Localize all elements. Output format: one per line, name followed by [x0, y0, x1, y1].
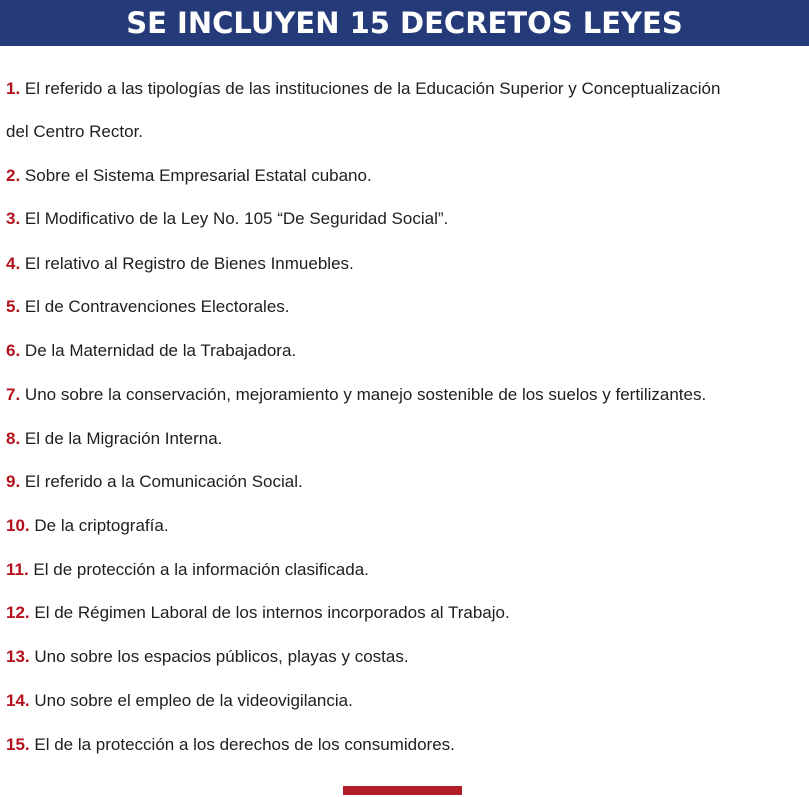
decree-item-14 — [6, 690, 806, 712]
decree-item-1-continuation — [6, 121, 806, 143]
decree-text: El referido a la Comunicación Social. — [20, 472, 303, 491]
decree-text: Uno sobre el empleo de la videovigilancia. — [29, 691, 353, 710]
decree-item-6 — [6, 340, 806, 362]
decree-text: Uno sobre los espacios públicos, playas y costas. — [29, 647, 409, 666]
decree-item-10 — [6, 515, 806, 537]
decree-number: 5. — [6, 297, 21, 316]
decree-item-8 — [6, 428, 806, 450]
decree-number: 12. — [6, 603, 30, 622]
decree-number: 8. — [6, 429, 21, 448]
decree-text: El de Contravenciones Electorales. — [20, 297, 290, 316]
decree-text: El de la Migración Interna. — [20, 429, 223, 448]
decree-number: 14. — [6, 691, 30, 710]
decree-number: 6. — [6, 341, 21, 360]
decree-number: 2. — [6, 166, 21, 185]
decree-item-13 — [6, 646, 806, 668]
decree-item-2 — [6, 165, 806, 187]
decree-text-continuation: del Centro Rector. — [6, 122, 144, 141]
decree-item-1 — [6, 78, 806, 100]
decree-item-11 — [6, 559, 806, 581]
decree-number: 9. — [6, 472, 21, 491]
decree-number: 11. — [6, 560, 29, 579]
decree-item-15 — [6, 734, 806, 756]
decree-number: 1. — [6, 79, 21, 98]
decree-text: El de protección a la información clasificada. — [28, 560, 369, 579]
decree-text: De la Maternidad de la Trabajadora. — [20, 341, 297, 360]
decree-number: 3. — [6, 209, 21, 228]
decree-text: Uno sobre la conservación, mejoramiento y manejo sostenible de los suelos y fertilizantes. — [20, 385, 707, 404]
header-banner — [0, 0, 809, 46]
decree-text: El de Régimen Laboral de los internos incorporados al Trabajo. — [29, 603, 510, 622]
decree-text: De la criptografía. — [29, 516, 169, 535]
decree-item-7 — [6, 384, 806, 406]
decree-number: 10. — [6, 516, 30, 535]
decree-item-4 — [6, 253, 806, 275]
decree-number: 4. — [6, 254, 21, 273]
footer-accent-bar — [343, 786, 462, 795]
decree-text: El de la protección a los derechos de los consumidores. — [29, 735, 455, 754]
decree-text: El relativo al Registro de Bienes Inmuebles. — [20, 254, 354, 273]
decree-text: El Modificativo de la Ley No. 105 “De Seguridad Social”. — [20, 209, 449, 228]
decree-number: 15. — [6, 735, 30, 754]
decree-item-12 — [6, 602, 806, 624]
decree-item-3 — [6, 208, 806, 230]
decree-item-9 — [6, 471, 806, 493]
decree-item-5 — [6, 296, 806, 318]
page-title: SE INCLUYEN 15 DECRETOS LEYES — [126, 6, 683, 40]
decree-number: 13. — [6, 647, 30, 666]
decree-text: El referido a las tipologías de las instituciones de la Educación Superior y Conceptualización — [20, 79, 721, 98]
decree-number: 7. — [6, 385, 21, 404]
decree-text: Sobre el Sistema Empresarial Estatal cubano. — [20, 166, 372, 185]
